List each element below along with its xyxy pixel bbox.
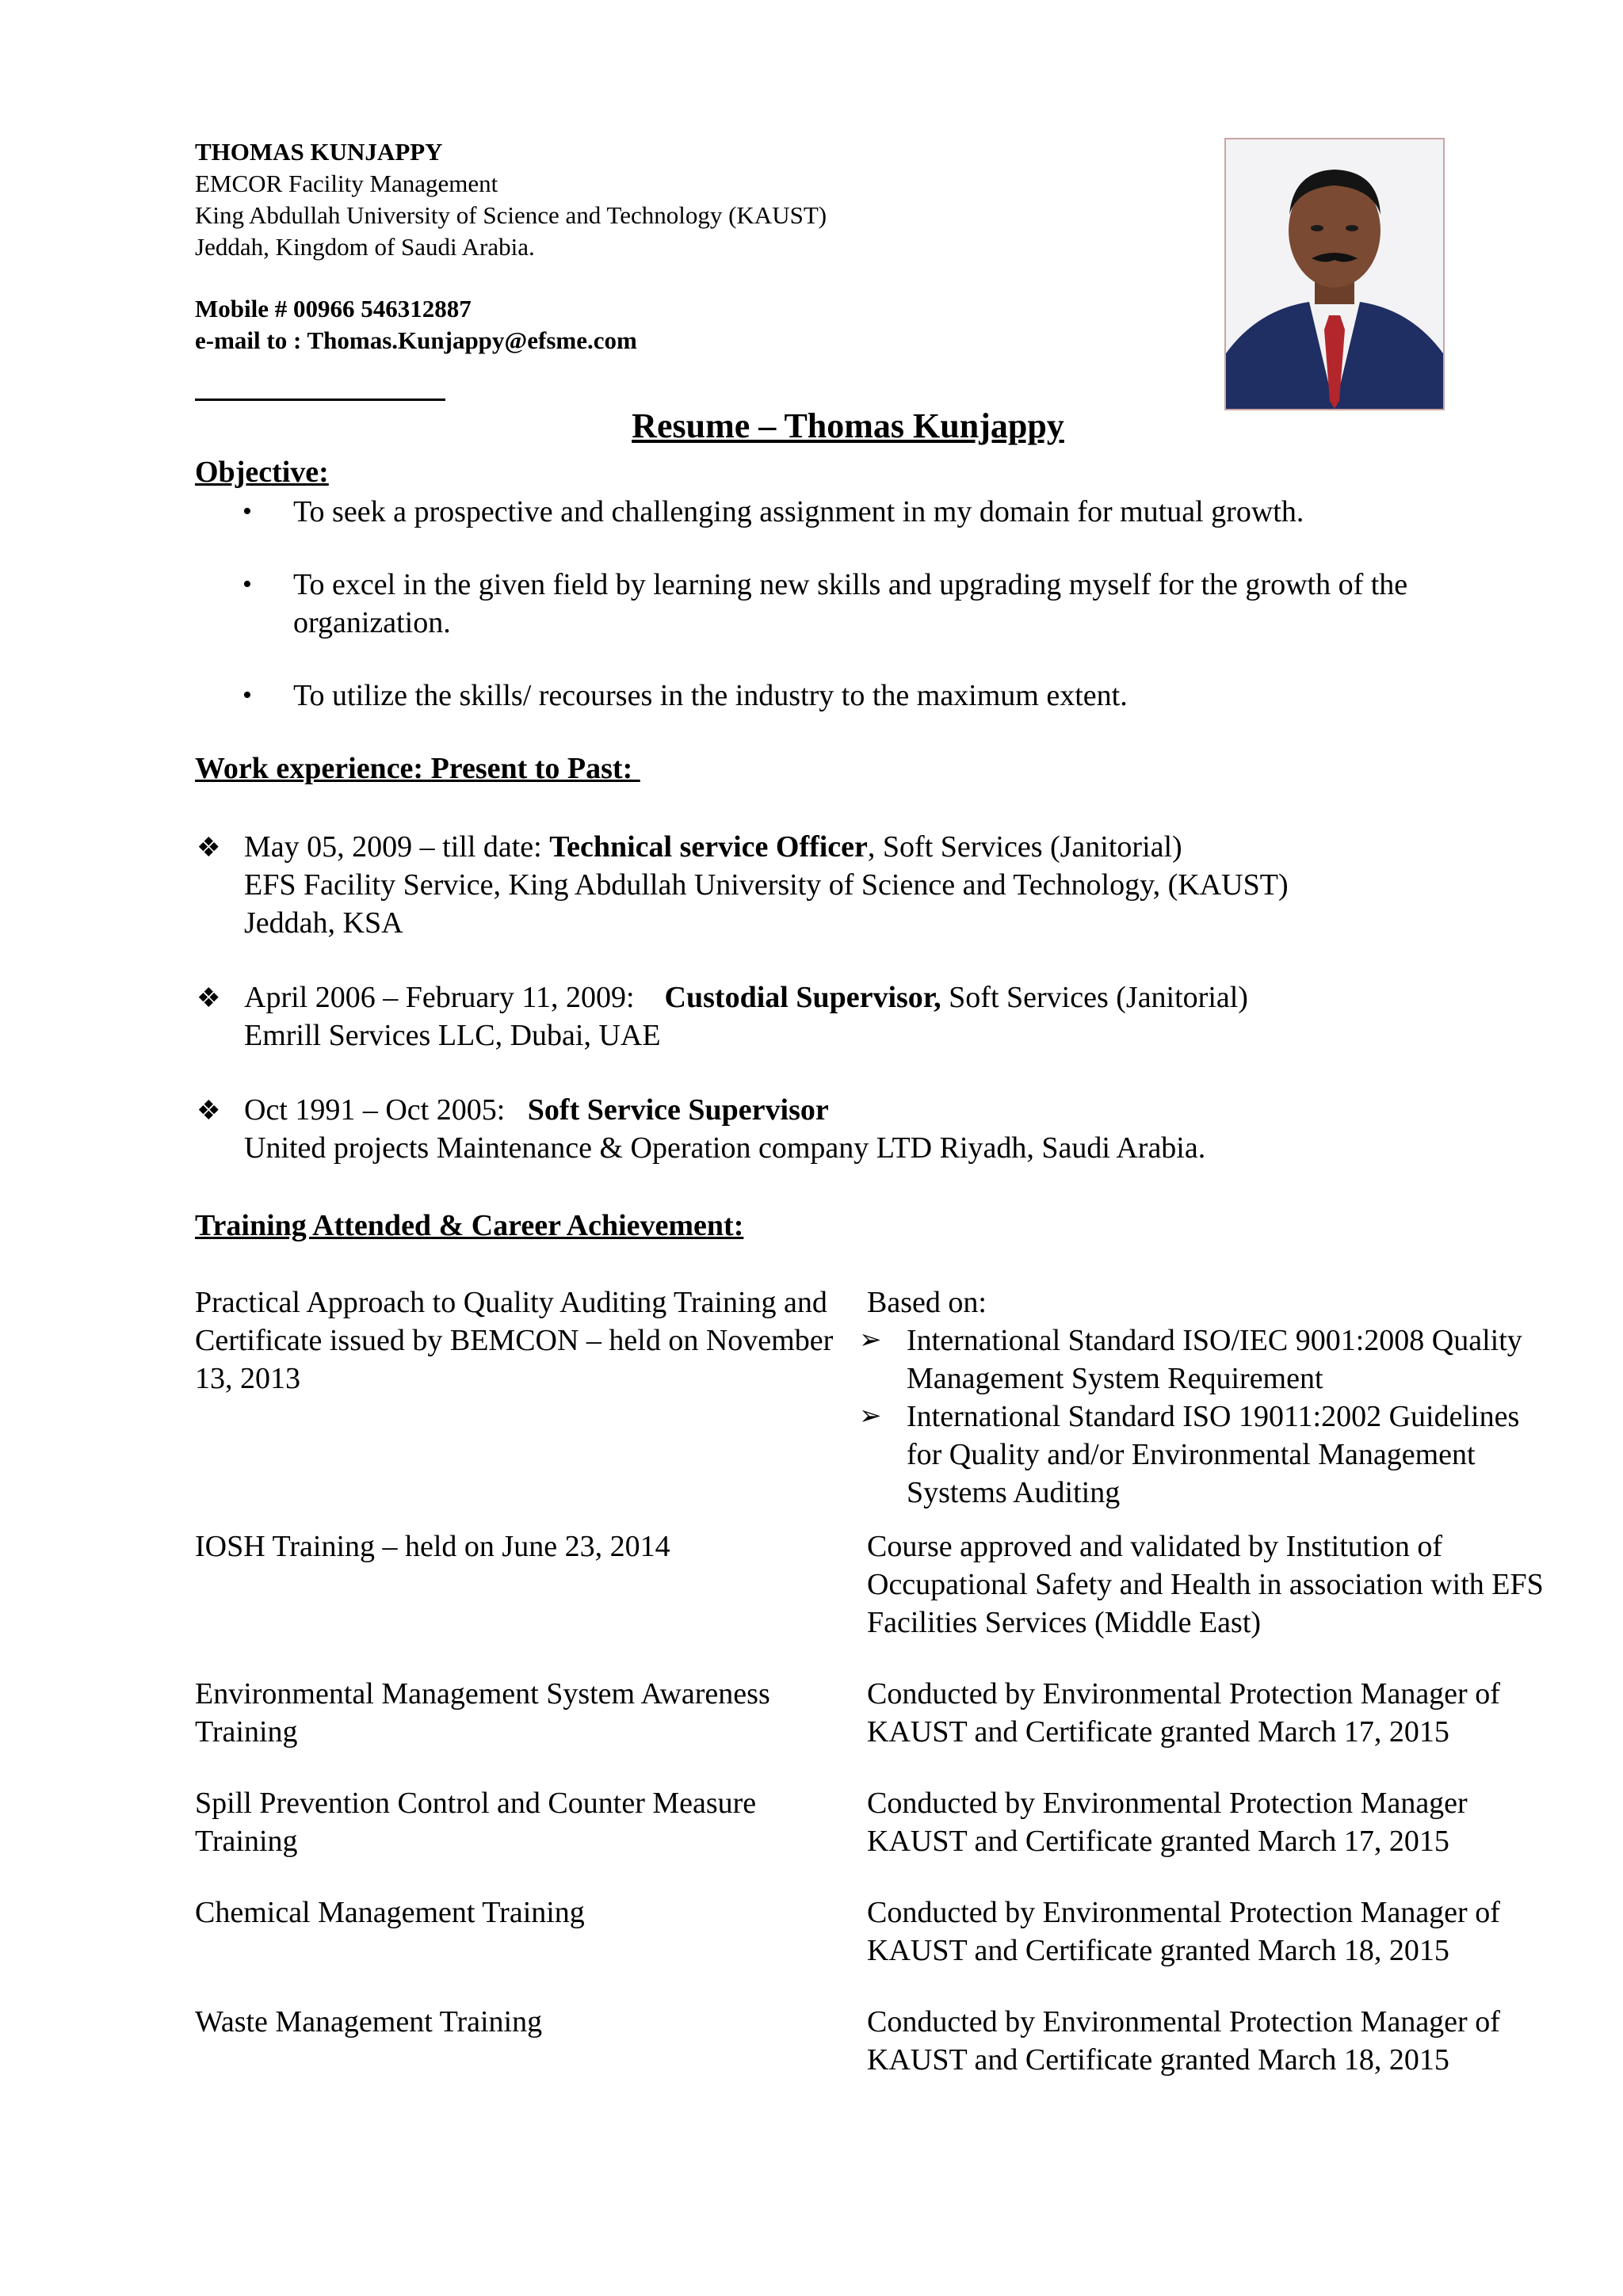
header-gap xyxy=(195,263,1146,293)
objective-text: To utilize the skills/ recourses in the industry to the maximum extent. xyxy=(293,679,1128,712)
work-role: Soft Service Supervisor xyxy=(527,1093,829,1127)
header-divider xyxy=(195,399,445,401)
based-on-label: Based on: xyxy=(867,1286,987,1319)
work-employer: Emrill Services LLC, Dubai, UAE xyxy=(244,1019,661,1052)
arrow-bullet-icon: ➢ xyxy=(859,1402,882,1431)
objective-item xyxy=(195,677,1479,715)
standard-item xyxy=(859,1322,1549,1398)
training-detail xyxy=(859,1283,1549,1512)
resume-title: Resume – Thomas Kunjappy xyxy=(632,406,1064,445)
work-line xyxy=(244,828,1503,866)
objective-heading: Objective: xyxy=(195,456,329,489)
bullet-icon: • xyxy=(242,570,252,599)
profile-photo xyxy=(1224,138,1445,410)
standard-item xyxy=(859,1398,1549,1512)
work-role: Custodial Supervisor, xyxy=(664,981,941,1014)
portrait-image xyxy=(1226,139,1443,409)
objective-item xyxy=(195,493,1479,531)
email-address: e-mail to : Thomas.Kunjappy@efsme.com xyxy=(195,326,637,354)
work-line xyxy=(244,1091,1503,1129)
objective-item xyxy=(195,566,1479,642)
work-role: Technical service Officer xyxy=(549,830,868,864)
work-employer: EFS Facility Service, King Abdullah University of Science and Technology, (KAUST) xyxy=(244,868,1289,902)
work-item xyxy=(195,1091,1503,1167)
training-name: Waste Management Training xyxy=(195,2005,543,2039)
company-name: EMCOR Facility Management xyxy=(195,170,498,197)
arrow-bullet-icon: ➢ xyxy=(859,1325,882,1355)
training-row xyxy=(195,1784,1558,1860)
work-period: April 2006 – February 11, 2009: xyxy=(244,981,665,1014)
objective-list xyxy=(195,493,1479,749)
training-detail: Course approved and validated by Institution of Occupational Safety and Health in association with EFS Facilities Services (Middle East) xyxy=(867,1530,1544,1639)
training-detail: Conducted by Environmental Protection Manager of KAUST and Certificate granted March 18, 2015 xyxy=(867,1896,1500,1967)
work-employer: United projects Maintenance & Operation company LTD Riyadh, Saudi Arabia. xyxy=(244,1131,1206,1165)
training-detail: Conducted by Environmental Protection Manager of KAUST and Certificate granted March 18, 2015 xyxy=(867,2005,1500,2077)
diamond-bullet-icon: ❖ xyxy=(197,833,221,863)
training-row xyxy=(195,1894,1558,1970)
candidate-name: THOMAS KUNJAPPY xyxy=(195,138,443,166)
work-dept: , Soft Services (Janitorial) xyxy=(867,830,1182,864)
training-name: Practical Approach to Quality Auditing Training and Certificate issued by BEMCON – held on November 13, 2013 xyxy=(195,1286,834,1395)
contact-header xyxy=(195,136,1146,357)
work-list xyxy=(195,828,1503,1203)
training-detail: Conducted by Environmental Protection Manager KAUST and Certificate granted March 17, 2015 xyxy=(867,1787,1468,1858)
training-name: IOSH Training – held on June 23, 2014 xyxy=(195,1530,670,1563)
work-dept: Soft Services (Janitorial) xyxy=(941,981,1248,1014)
work-line xyxy=(244,978,1503,1016)
standard-text: International Standard ISO 19011:2002 Guidelines for Quality and/or Environmental Management Systems Auditing xyxy=(907,1400,1520,1509)
work-item xyxy=(195,978,1503,1055)
training-name: Chemical Management Training xyxy=(195,1896,585,1929)
location-text: Jeddah, Kingdom of Saudi Arabia. xyxy=(195,233,535,261)
mobile-number: Mobile # 00966 546312887 xyxy=(195,295,472,322)
standard-text: International Standard ISO/IEC 9001:2008 Quality Management System Requirement xyxy=(907,1324,1522,1395)
training-name: Spill Prevention Control and Counter Measure Training xyxy=(195,1787,757,1858)
objective-text: To excel in the given field by learning new skills and upgrading myself for the growth of the organization. xyxy=(293,568,1408,639)
work-item xyxy=(195,828,1503,942)
work-period: May 05, 2009 – till date: xyxy=(244,830,550,864)
training-row xyxy=(195,1283,1558,1512)
objective-text: To seek a prospective and challenging assignment in my domain for mutual growth. xyxy=(293,495,1304,528)
work-period: Oct 1991 – Oct 2005: xyxy=(244,1093,528,1127)
diamond-bullet-icon: ❖ xyxy=(197,984,221,1013)
training-table xyxy=(195,1283,1558,2112)
diamond-bullet-icon: ❖ xyxy=(197,1097,221,1126)
training-row xyxy=(195,1675,1558,1751)
training-name: Environmental Management System Awareness Training xyxy=(195,1677,770,1749)
bullet-icon: • xyxy=(242,497,252,526)
university-name: King Abdullah University of Science and Technology (KAUST) xyxy=(195,201,827,229)
work-location: Jeddah, KSA xyxy=(244,906,403,940)
training-row xyxy=(195,2003,1558,2079)
training-detail: Conducted by Environmental Protection Manager of KAUST and Certificate granted March 17, 2015 xyxy=(867,1677,1500,1749)
training-heading: Training Attended & Career Achievement: xyxy=(195,1209,744,1242)
bullet-icon: • xyxy=(242,681,252,710)
training-row xyxy=(195,1527,1558,1642)
work-heading: Work experience: Present to Past: xyxy=(195,752,640,785)
